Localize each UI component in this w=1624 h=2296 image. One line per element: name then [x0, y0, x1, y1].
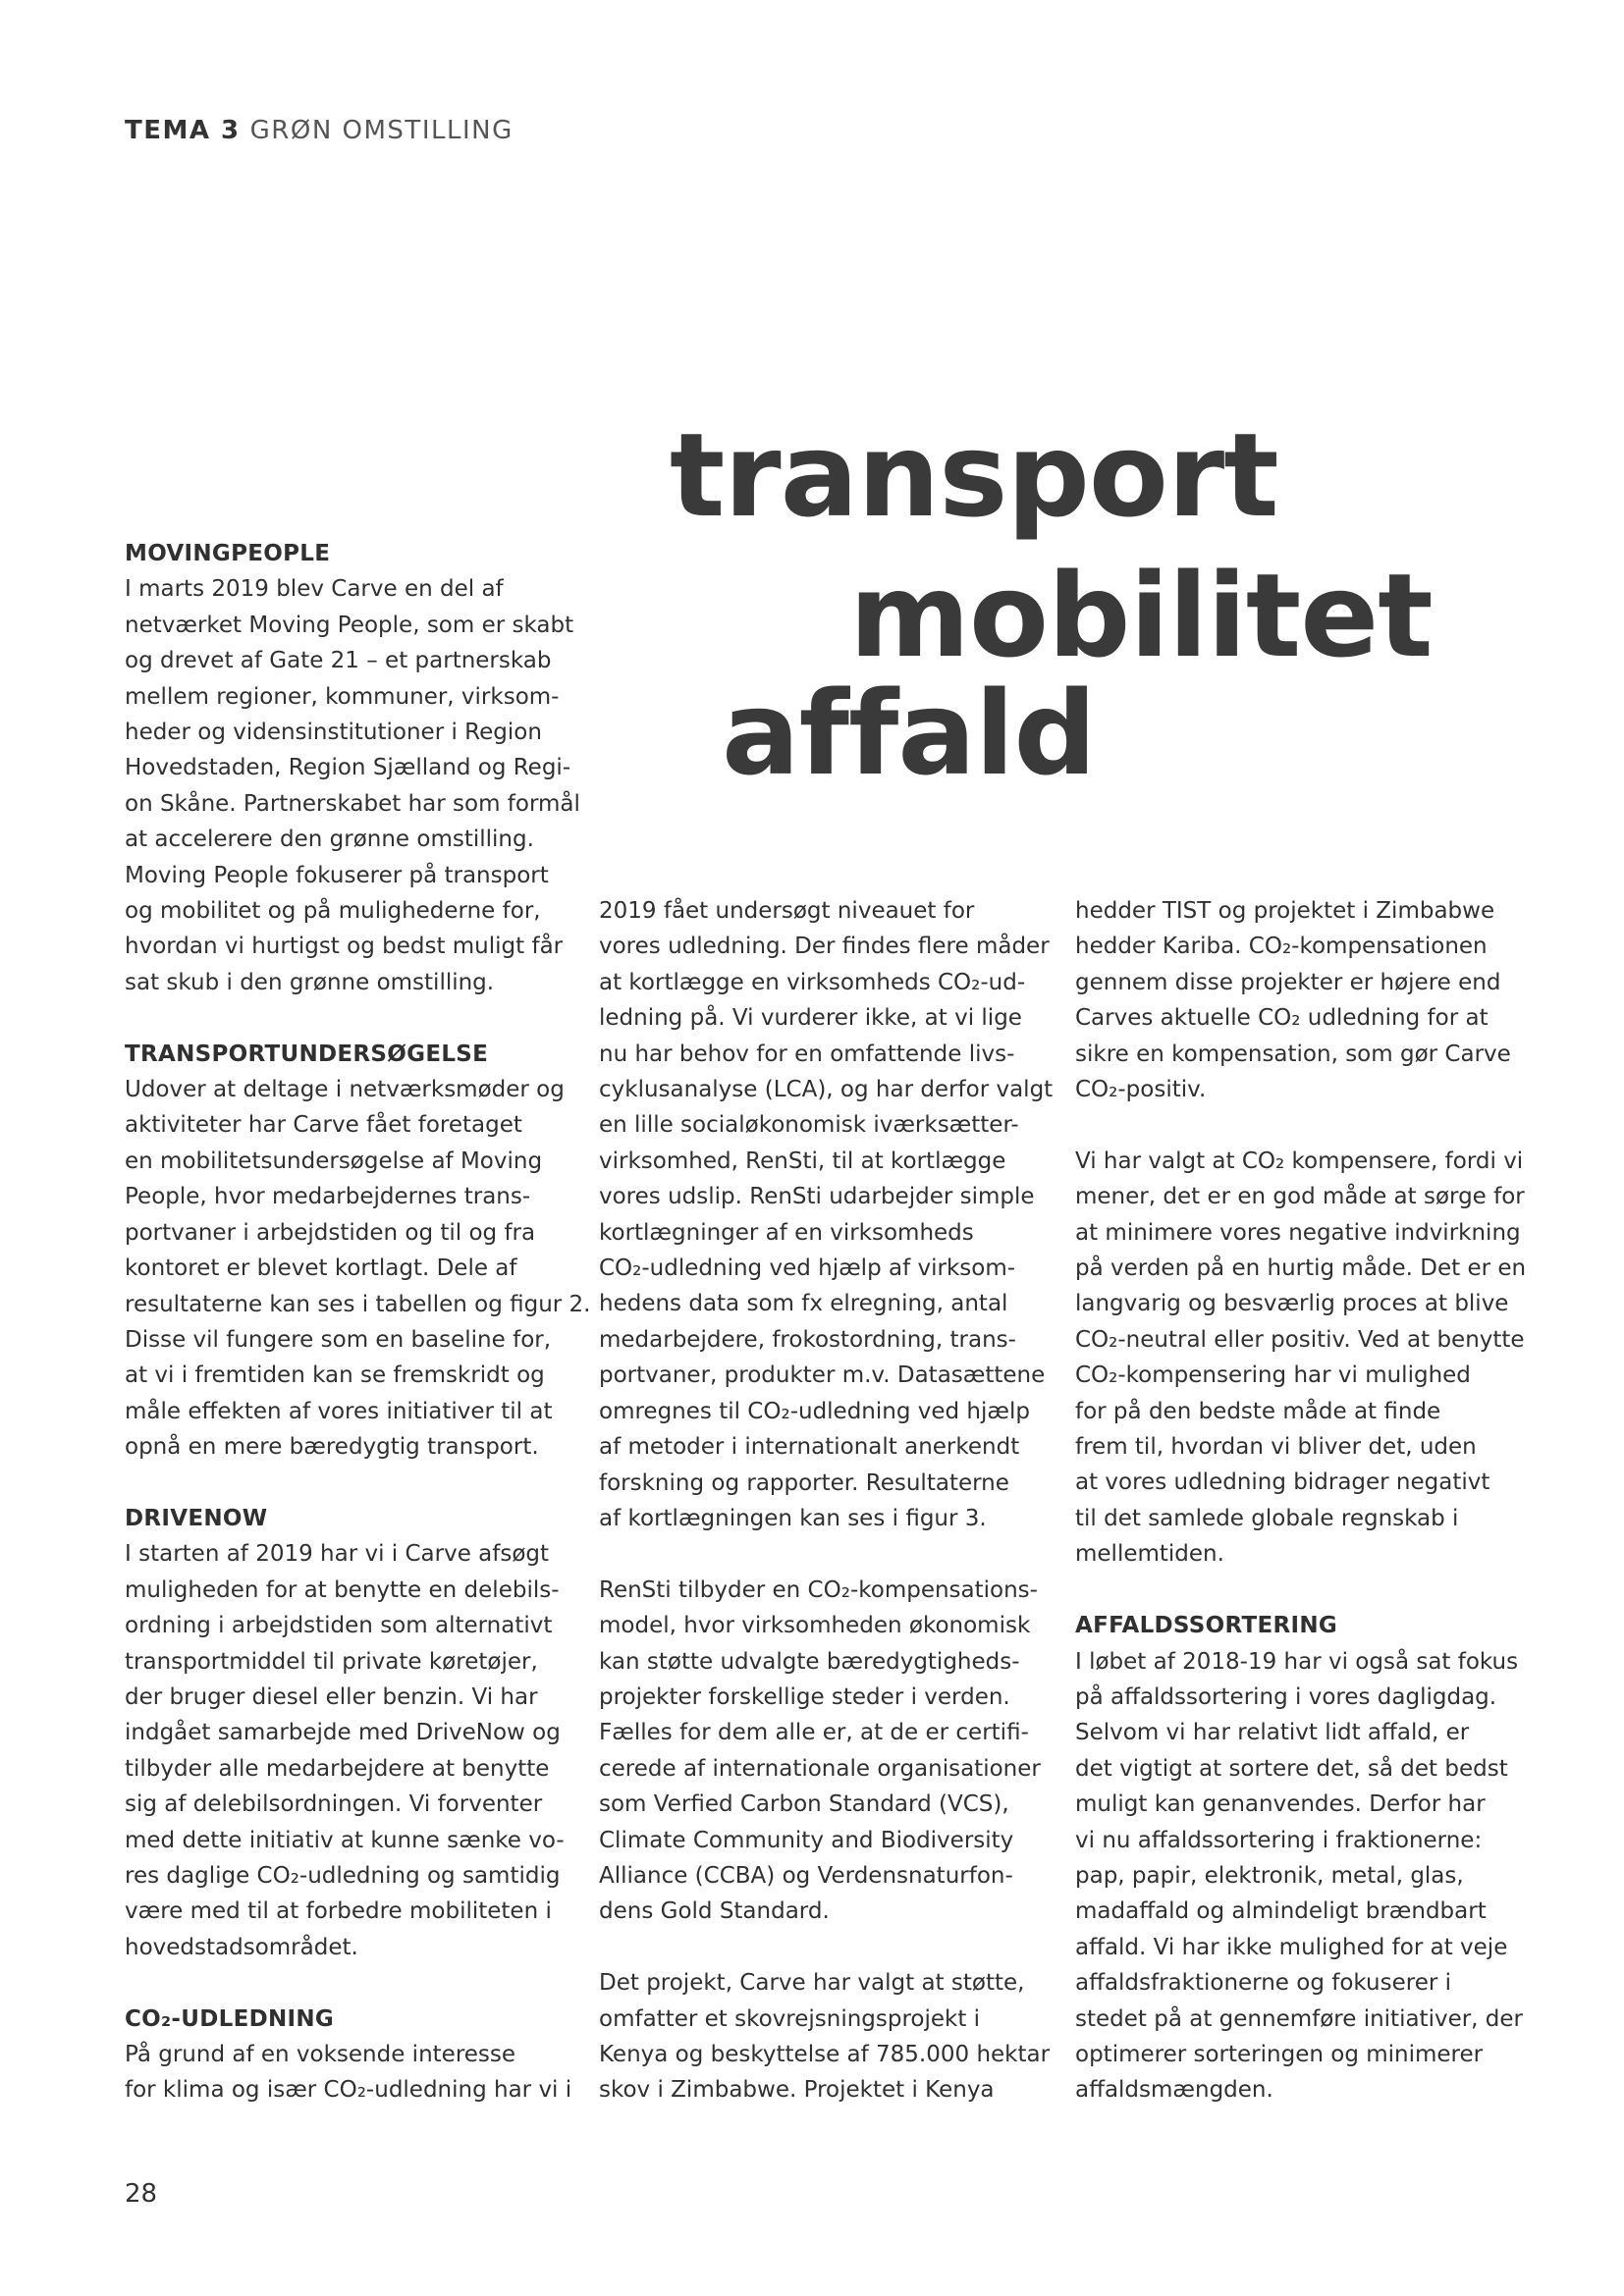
text-line: og drevet af Gate 21 – et partnerskab: [125, 648, 552, 674]
paragraph-gap: [125, 1965, 571, 2001]
text-line: mellem regioner, kommuner, virksom-: [125, 683, 560, 710]
text-line: optimerer sorteringen og minimerer: [1075, 2041, 1484, 2067]
text-line: en lille socialøkonomisk iværksætter-: [599, 1112, 1019, 1139]
text-line: På grund af en voksende interesse: [125, 2042, 516, 2068]
text-line: forskning og rapporter. Resultaterne: [599, 1469, 1009, 1496]
text-line: for på den bedste måde at finde: [1075, 1398, 1441, 1424]
text-line: hvordan vi hurtigst og bedst muligt får: [125, 934, 564, 960]
text-line: CO₂-kompensering har vi mulighed: [1075, 1362, 1471, 1389]
text-line: langvarig og besværlig proces at blive: [1075, 1291, 1509, 1317]
text-line: aktiviteter har Carve fået foretaget: [125, 1112, 522, 1139]
text-line: stedet på at gennemføre initiativer, der: [1075, 2005, 1524, 2032]
text-line: portvaner i arbejdstiden og til og fra: [125, 1219, 536, 1246]
text-line: vores udledning. Der findes flere måder: [599, 934, 1050, 960]
text-line: mellemtiden.: [1075, 1541, 1224, 1568]
text-line: Alliance (CCBA) og Verdensnaturfon-: [599, 1862, 1013, 1889]
text-line: People, hvor medarbejdernes trans-: [125, 1184, 531, 1210]
text-line: transportmiddel til private køretøjer,: [125, 1648, 538, 1675]
text-line: Hovedstaden, Region Sjælland og Regi-: [125, 755, 571, 781]
text-line: res daglige CO₂-udledning og samtidig: [125, 1863, 561, 1889]
title-line-1: transport: [670, 407, 1278, 543]
section-heading: AFFALDSSORTERING: [1075, 1613, 1338, 1639]
text-line: kortlægninger af en virksomheds: [599, 1219, 974, 1246]
text-line: på affaldssortering i vores dagligdag.: [1075, 1683, 1497, 1710]
text-line: cyklusanalyse (LCA), og har derfor valgt: [599, 1077, 1054, 1103]
text-line: omregnes til CO₂-udledning ved hjælp: [599, 1398, 1030, 1424]
text-line: sikre en kompensation, som gør Carve: [1075, 1041, 1511, 1067]
paragraph-gap: [125, 1000, 571, 1036]
text-line: muligheden for at benytte en delebils-: [125, 1576, 560, 1603]
text-line: at kortlægge en virksomheds CO₂-ud-: [599, 969, 1026, 995]
text-line: opnå en mere bæredygtig transport.: [125, 1434, 539, 1461]
text-line: kan støtte udvalgte bæredygtigheds-: [599, 1648, 1020, 1675]
text-line: Climate Community and Biodiversity: [599, 1827, 1014, 1853]
text-line: pap, papir, elektronik, metal, glas,: [1075, 1862, 1464, 1889]
text-line: affaldsfraktionerne og fokuserer i: [1075, 1970, 1452, 1997]
text-line: for klima og især CO₂-udledning har vi i: [125, 2077, 572, 2104]
text-line: af kortlægningen kan ses i figur 3.: [599, 1505, 987, 1531]
text-line: projekter forskellige steder i verden.: [599, 1683, 1010, 1710]
text-line: CO₂-positiv.: [1075, 1077, 1207, 1103]
text-line: hovedstadsområdet.: [125, 1934, 358, 1960]
text-line: I starten af 2019 har vi i Carve afsøgt: [125, 1541, 550, 1568]
section-heading: DRIVENOW: [125, 1505, 268, 1531]
running-header: [125, 116, 514, 145]
text-line: vores udslip. RenSti udarbejder simple: [599, 1184, 1035, 1210]
title-line-2: mobilitet: [849, 548, 1433, 683]
text-line: tilbyder alle medarbejdere at benytte: [125, 1755, 550, 1782]
section-heading: MOVINGPEOPLE: [125, 541, 331, 566]
paragraph-gap: [1075, 1573, 1527, 1608]
text-line: det vigtigt at sortere det, så det bedst: [1075, 1755, 1508, 1782]
text-line: Disse vil fungere som en baseline for,: [125, 1326, 552, 1353]
text-line: RenSti tilbyder en CO₂-kompensations-: [599, 1576, 1038, 1603]
text-line: Udover at deltage i netværksmøder og: [125, 1077, 565, 1103]
paragraph-gap: [1075, 1107, 1527, 1143]
text-line: on Skåne. Partnerskabet har som formål: [125, 790, 580, 817]
text-line: affald. Vi har ikke mulighed for at veje: [1075, 1934, 1508, 1960]
text-line: dens Gold Standard.: [599, 1898, 830, 1925]
text-line: at accelerere den grønne omstilling.: [125, 827, 534, 853]
text-line: nu har behov for en omfattende livs-: [599, 1041, 1015, 1067]
text-line: netværket Moving People, som er skabt: [125, 612, 574, 638]
title-line-3: affald: [722, 666, 1096, 801]
section-label: GRØN OMSTILLING: [249, 116, 514, 145]
text-line: måle effekten af vores initiativer til at: [125, 1398, 553, 1424]
text-line: I løbet af 2018-19 har vi også sat fokus: [1075, 1648, 1519, 1675]
text-line: Det projekt, Carve har valgt at støtte,: [599, 1970, 1025, 1997]
text-line: Selvom vi har relativt lidt affald, er: [1075, 1720, 1470, 1746]
text-line: til det samlede globale regnskab i: [1075, 1505, 1459, 1531]
text-column-2: [599, 893, 1054, 2109]
text-column-3: [1075, 893, 1527, 2109]
text-line: der bruger diesel eller benzin. Vi har: [125, 1683, 538, 1710]
text-line: hedder Kariba. CO₂-kompensationen: [1075, 934, 1488, 960]
text-line: mener, det er en god måde at sørge for: [1075, 1184, 1525, 1210]
text-line: madaffald og almindeligt brændbart: [1075, 1898, 1487, 1925]
text-line: omfatter et skovrejsningsprojekt i: [599, 2005, 981, 2032]
text-line: af metoder i internationalt anerkendt: [599, 1434, 1020, 1461]
text-line: skov i Zimbabwe. Projektet i Kenya: [599, 2077, 995, 2104]
text-line: ledning på. Vi vurderer ikke, at vi lige: [599, 1005, 1022, 1032]
text-line: sat skub i den grønne omstilling.: [125, 969, 495, 995]
text-line: gennem disse projekter er højere end: [1075, 969, 1501, 995]
text-line: indgået samarbejde med DriveNow og: [125, 1720, 561, 1746]
text-line: portvaner, produkter m.v. Datasættene: [599, 1362, 1046, 1389]
section-heading: TRANSPORTUNDERSØGELSE: [125, 1041, 489, 1067]
text-line: at vores udledning bidrager negativt: [1075, 1469, 1490, 1496]
text-line: hedens data som fx elregning, antal: [599, 1291, 1008, 1317]
text-line: virksomhed, RenSti, til at kortlægge: [599, 1148, 1006, 1174]
text-column-1: [125, 536, 591, 2109]
text-line: at minimere vores negative indvirkning: [1075, 1219, 1521, 1246]
text-line: affaldsmængden.: [1075, 2077, 1273, 2104]
text-line: ordning i arbejdstiden som alternativt: [125, 1613, 553, 1639]
text-line: resultaterne kan ses i tabellen og figur 2.: [125, 1291, 591, 1317]
section-heading: CO₂-UDLEDNING: [125, 2005, 335, 2032]
text-line: være med til at forbedre mobiliteten i: [125, 1898, 552, 1925]
text-line: at vi i fremtiden kan se fremskridt og: [125, 1362, 545, 1389]
text-line: hedder TIST og projektet i Zimbabwe: [1075, 898, 1495, 924]
text-line: CO₂-neutral eller positiv. Ved at benytte: [1075, 1326, 1525, 1353]
text-line: på verden på en hurtig måde. Det er en: [1075, 1255, 1527, 1282]
text-line: med dette initiativ at kunne sænke vo-: [125, 1827, 565, 1853]
theme-label: TEMA 3: [125, 116, 241, 145]
text-line: Vi har valgt at CO₂ kompensere, fordi vi: [1075, 1148, 1524, 1174]
text-line: og mobilitet og på mulighederne for,: [125, 898, 541, 925]
text-line: Moving People fokuserer på transport: [125, 862, 549, 888]
text-line: medarbejdere, frokostordning, trans-: [599, 1326, 1016, 1353]
text-line: model, hvor virksomheden økonomisk: [599, 1613, 1031, 1639]
paragraph-gap: [599, 1930, 1046, 1965]
text-line: vi nu affaldssortering i fraktionerne:: [1075, 1827, 1483, 1853]
text-line: Fælles for dem alle er, at de er certifi-: [599, 1720, 1029, 1746]
page-number: 28: [125, 2179, 158, 2209]
text-line: 2019 fået undersøgt niveauet for: [599, 898, 975, 924]
text-line: sig af delebilsordningen. Vi forventer: [125, 1791, 543, 1818]
text-line: muligt kan genanvendes. Derfor har: [1075, 1791, 1486, 1818]
text-line: Carves aktuelle CO₂ udledning for at: [1075, 1005, 1489, 1032]
text-line: frem til, hvordan vi bliver det, uden: [1075, 1434, 1477, 1461]
text-line: I marts 2019 blev Carve en del af: [125, 576, 504, 603]
text-line: cerede af internationale organisationer: [599, 1755, 1041, 1782]
text-line: Kenya og beskyttelse af 785.000 hektar: [599, 2041, 1051, 2067]
text-line: en mobilitetsundersøgelse af Moving: [125, 1148, 543, 1174]
text-line: som Verfied Carbon Standard (VCS),: [599, 1791, 1009, 1818]
paragraph-gap: [125, 1466, 571, 1501]
text-line: CO₂-udledning ved hjælp af virksom-: [599, 1255, 1016, 1282]
text-line: kontoret er blevet kortlagt. Dele af: [125, 1255, 517, 1282]
text-line: heder og vidensinstitutioner i Region: [125, 720, 542, 746]
paragraph-gap: [599, 1536, 1046, 1572]
